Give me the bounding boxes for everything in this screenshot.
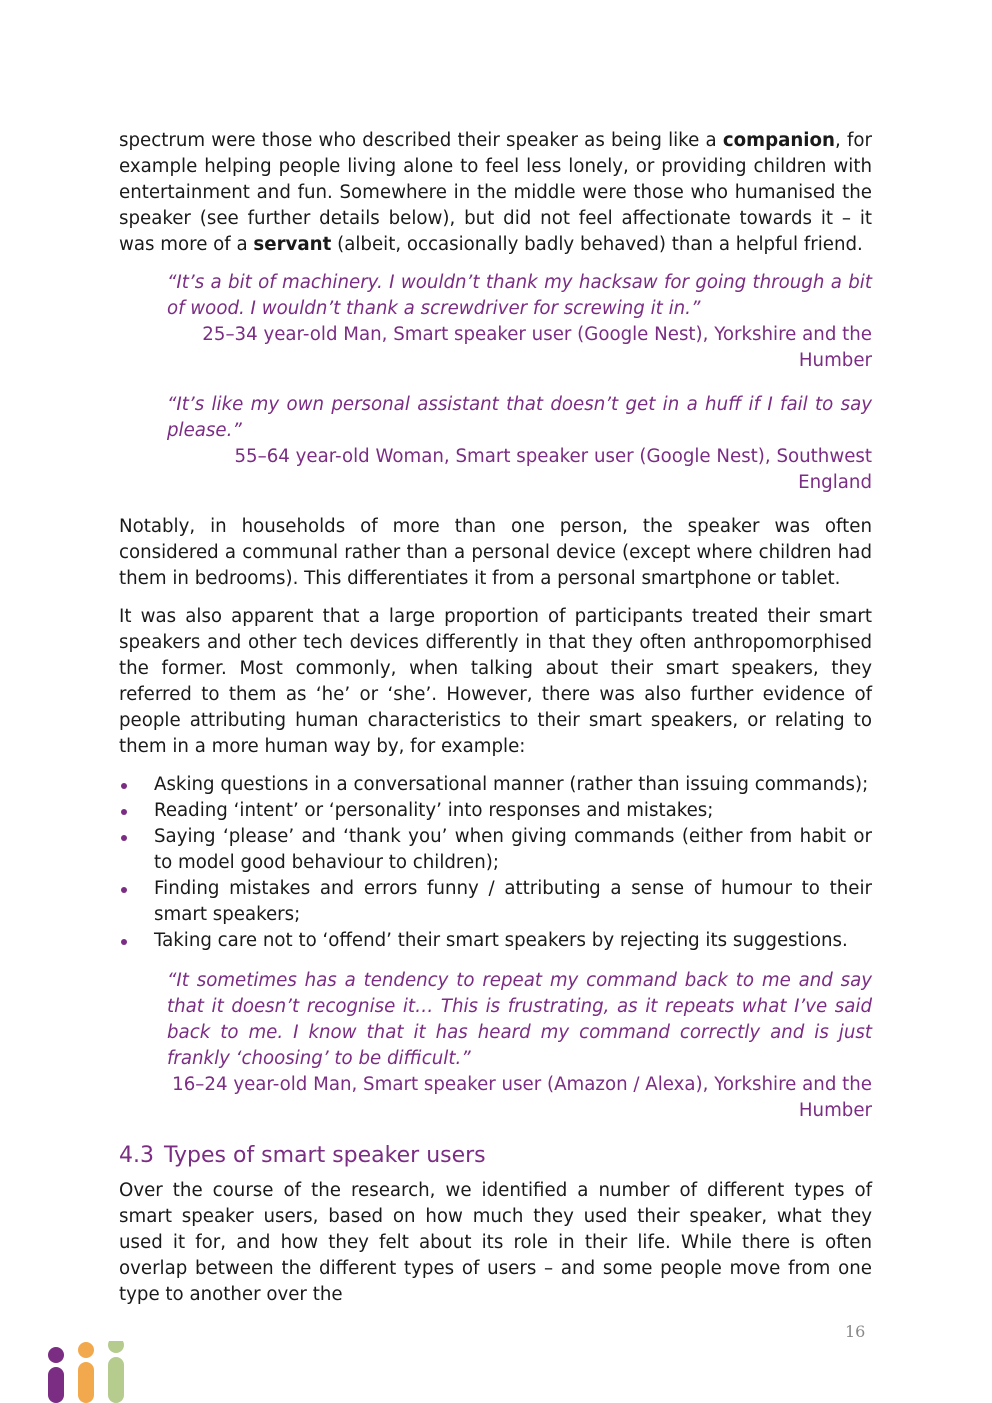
quote-text: “It’s like my own personal assistant that doesn’t get in a huff if I fail to say please.” <box>167 394 872 441</box>
logo-green-head <box>108 1341 124 1353</box>
behaviour-list <box>119 772 872 954</box>
section-heading <box>119 1142 872 1170</box>
organisation-logo-icon <box>46 1341 130 1403</box>
section-body: Over the course of the research, we identified a number of different types of smart speaker users, based on how much they used their speaker, what they used it for, and how they felt about its role in their life. While there is often overlap between the different types of users – and some people move from one type to another over the <box>119 1180 872 1305</box>
page-number: 16 <box>845 1322 866 1341</box>
section-title: Types of smart speaker users <box>164 1143 486 1168</box>
list-item: Finding mistakes and errors funny / attributing a sense of humour to their smart speakers; <box>119 876 872 928</box>
logo-purple-body <box>48 1367 64 1403</box>
logo-orange-body <box>78 1362 94 1403</box>
intro-paragraph: spectrum were those who described their speaker as being like a companion, for example helping people living alone to feel less lonely, or providing children with entertainment and fun. Somewhere in the middle were those who humanised the speaker (see further details below), but did not feel affectionate towards it – it was more of a servant (albeit, occasionally badly behaved) than a helpful friend. <box>119 130 873 255</box>
quote-text: “It’s a bit of machinery. I wouldn’t thank my hacksaw for going through a bit of wood. I wouldn’t thank a screwdriver for screwing it in.” <box>167 272 872 319</box>
anthropomorphism-paragraph: It was also apparent that a large proportion of participants treated their smart speakers and other tech devices differently in that they often anthropomorphised the former. Most commonly, when talking about their smart speakers, they referred to them as ‘he’ or ‘she’. However, there was also further evidence of people attributing human characteristics to their smart speakers, or relating to them in a more human way by, for example: <box>119 606 872 757</box>
quote-block <box>167 392 872 496</box>
list-item: Taking care not to ‘offend’ their smart speakers by rejecting its suggestions. <box>119 928 872 954</box>
quote-attribution: 16–24 year-old Man, Smart speaker user (Amazon / Alexa), Yorkshire and the Humber <box>172 1074 872 1121</box>
logo-green-body <box>108 1357 124 1403</box>
quote-attribution: 55–64 year-old Woman, Smart speaker user (Google Nest), Southwest England <box>234 446 872 493</box>
list-item: Reading ‘intent’ or ‘personality’ into responses and mistakes; <box>119 798 872 824</box>
list-item: Asking questions in a conversational manner (rather than issuing commands); <box>119 772 872 798</box>
quote-text: “It sometimes has a tendency to repeat my command back to me and say that it doesn’t recognise it… This is frustrating, as it repeats what I’ve said back to me. I know that it has heard my command correctly and is just frankly ‘choosing’ to be difficult.” <box>167 970 872 1069</box>
logo-purple-head <box>48 1347 64 1363</box>
quote-block <box>167 968 872 1124</box>
servant-term: servant <box>253 234 332 255</box>
logo-orange-head <box>78 1342 94 1358</box>
list-item: Saying ‘please’ and ‘thank you’ when giving commands (either from habit or to model good behaviour to children); <box>119 824 872 876</box>
households-paragraph: Notably, in households of more than one person, the speaker was often considered a communal rather than a personal device (except where children had them in bedrooms). This differentiates it from a personal smartphone or tablet. <box>119 516 872 589</box>
section-number: 4.3 <box>119 1143 154 1168</box>
quote-block <box>167 270 872 374</box>
page-content <box>119 128 872 1320</box>
companion-term: companion <box>722 130 835 151</box>
quote-attribution: 25–34 year-old Man, Smart speaker user (Google Nest), Yorkshire and the Humber <box>202 324 872 371</box>
